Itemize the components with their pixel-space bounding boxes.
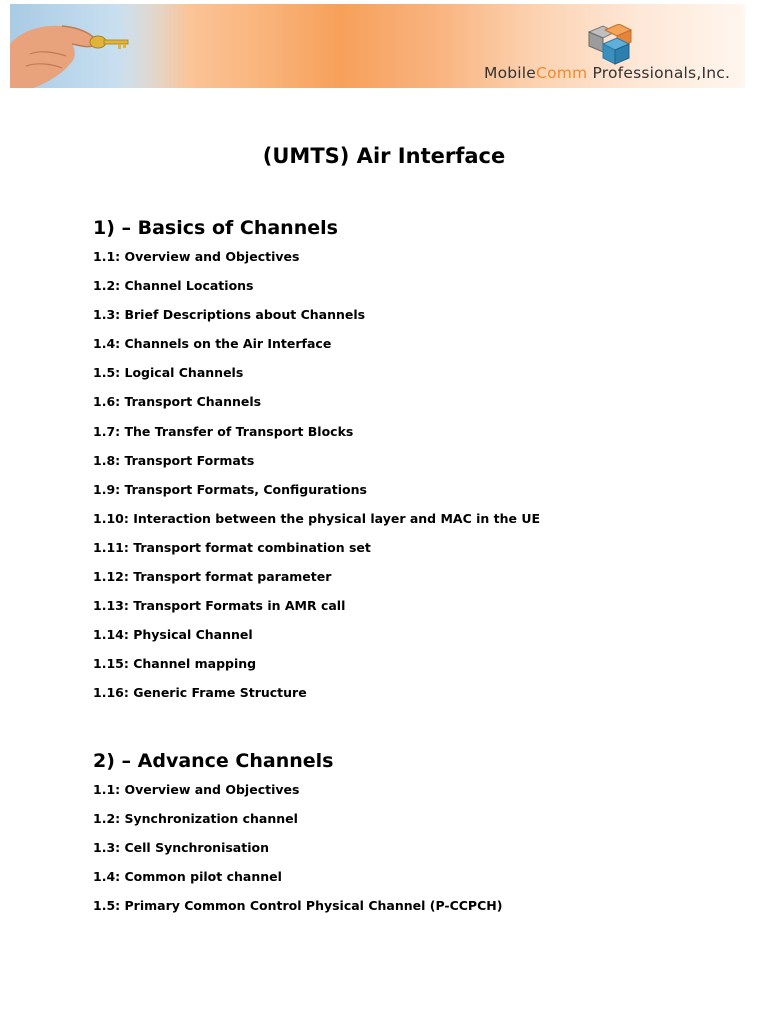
- toc-item: 1.13: Transport Formats in AMR call: [93, 598, 346, 614]
- toc-item: 1.1: Overview and Objectives: [93, 249, 300, 264]
- company-name-part3: Professionals,Inc.: [587, 64, 731, 82]
- toc-item: 1.14: Physical Channel: [93, 627, 253, 643]
- toc-item: 1.4: Common pilot channel: [93, 869, 282, 885]
- toc-item: 1.3: Brief Descriptions about Channels: [93, 307, 366, 323]
- toc-item: 1.16: Generic Frame Structure: [93, 685, 307, 701]
- toc-item: 1.11: Transport format combination set: [93, 539, 371, 555]
- toc-item: 1.2: Synchronization channel: [93, 811, 298, 827]
- toc-item: 1.6: Transport Channels: [93, 394, 262, 410]
- section-advance-channels: [93, 749, 733, 928]
- header-banner: [10, 4, 745, 88]
- company-name: [484, 64, 730, 82]
- toc-list: [93, 783, 733, 928]
- toc-item: 1.9: Transport Formats, Configurations: [93, 481, 367, 497]
- toc-item: 1.7: The Transfer of Transport Blocks: [93, 423, 354, 439]
- toc-item: 1.1: Overview and Objectives: [93, 782, 300, 797]
- section-basics-of-channels: [93, 216, 733, 716]
- toc-item: 1.4: Channels on the Air Interface: [93, 336, 332, 352]
- toc-item: 1.8: Transport Formats: [93, 452, 255, 468]
- toc-item: 1.2: Channel Locations: [93, 278, 254, 294]
- section-heading: 2) – Advance Channels: [93, 750, 334, 772]
- hand-holding-key-icon: [10, 14, 140, 88]
- document-title: (UMTS) Air Interface: [262, 144, 506, 168]
- toc-item: 1.10: Interaction between the physical layer and MAC in the UE: [93, 510, 541, 526]
- toc-item: 1.5: Logical Channels: [93, 365, 244, 381]
- company-name-part2: Comm: [536, 64, 588, 82]
- toc-item: 1.3: Cell Synchronisation: [93, 840, 269, 856]
- section-heading: 1) – Basics of Channels: [93, 217, 338, 239]
- toc-item: 1.12: Transport format parameter: [93, 569, 332, 585]
- company-name-part1: Mobile: [484, 64, 537, 82]
- puzzle-logo-icon: [585, 24, 633, 66]
- toc-item: 1.5: Primary Common Control Physical Channel (P-CCPCH): [93, 898, 503, 914]
- toc-list: [93, 250, 733, 716]
- toc-item: 1.15: Channel mapping: [93, 656, 257, 672]
